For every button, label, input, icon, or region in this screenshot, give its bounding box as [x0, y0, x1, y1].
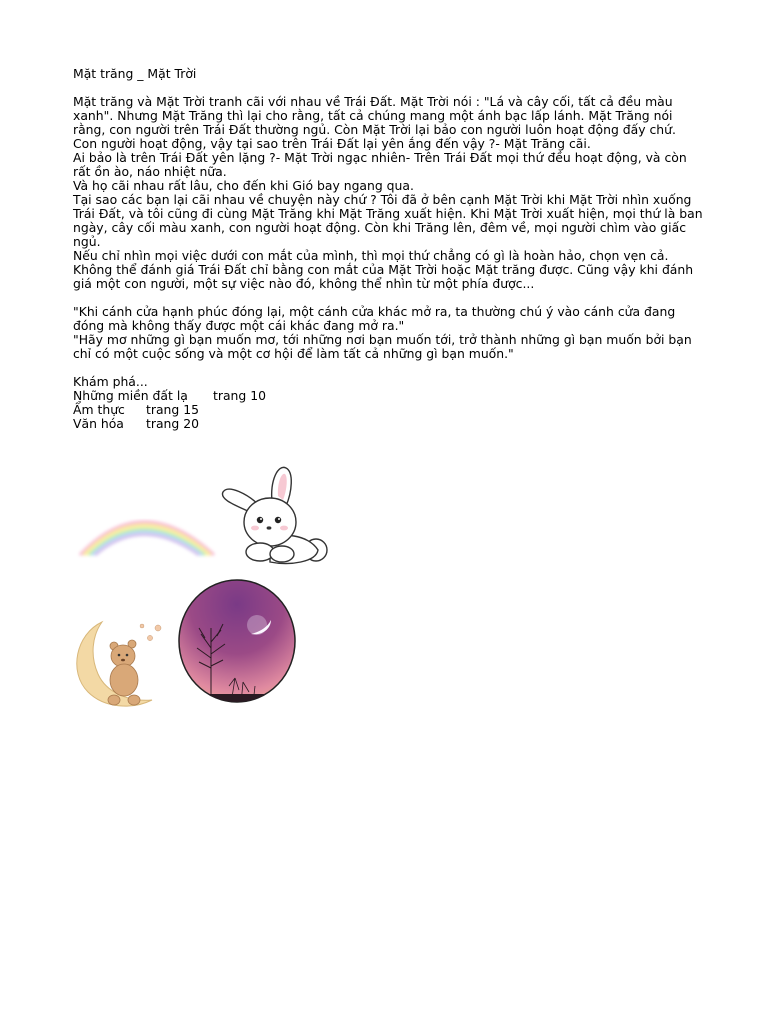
toc-item: [73, 389, 703, 403]
story-paragraph: Ai bảo là trên Trái Đất yên lặng ?- Mặt Trời ngạc nhiên- Trên Trái Đất mọi thứ đều hoạt động, và còn rất ồn ào, náo nhiệt nữa.: [73, 150, 687, 179]
document-title: Mặt trăng _ Mặt Trời: [73, 66, 197, 81]
toc-item-page: trang 20: [146, 416, 199, 431]
toc-item-page: trang 15: [146, 402, 199, 417]
spacer: [73, 291, 703, 305]
toc-item: [73, 403, 703, 417]
rainbow-image: [76, 495, 218, 565]
night-sky-moon-image: [177, 578, 297, 704]
story-paragraph: Tại sao các bạn lại cãi nhau về chuyện này chứ ? Tôi đã ở bên cạnh Mặt Trời khi Mặt Trời nhìn xuống Trái Đất, và tôi cũng đi cùng Mặt Trăng khi Mặt Trăng xuất hiện. Khi Mặt Trời xuất hiện, mọi thứ là ban ngày, cây cối màu xanh, con người hoạt động. Còn khi Trăng lên, đêm về, mọi người chìm vào giấc ngủ.: [73, 192, 703, 249]
explore-heading: Khám phá...: [73, 374, 148, 389]
bunny-image: [220, 462, 332, 568]
story-paragraph: Và họ cãi nhau rất lâu, cho đến khi Gió bay ngang qua.: [73, 178, 414, 193]
moon-bear-image: [70, 620, 170, 710]
spacer: [73, 361, 703, 375]
story-paragraph: Nếu chỉ nhìn mọi việc dưới con mắt của mình, thì mọi thứ chẳng có gì là hoàn hảo, chọn vẹn cả. Không thể đánh giá Trái Đất chỉ bằng con mắt của Mặt Trời hoặc Mặt trăng được. Cũng vậy khi đánh giá một con người, một sự việc nào đó, không thể nhìn từ một phía được...: [73, 248, 694, 291]
toc-item-name: Những miền đất lạ: [73, 388, 188, 403]
toc-item: [73, 417, 703, 431]
toc-item-name: Văn hóa: [73, 416, 124, 431]
story-paragraph: Con người hoạt động, vậy tại sao trên Trái Đất lại yên ắng đến vậy ?- Mặt Trăng cãi.: [73, 136, 591, 151]
spacer: [73, 81, 703, 95]
story-paragraph: Mặt trăng và Mặt Trời tranh cãi với nhau về Trái Đất. Mặt Trời nói : "Lá và cây cối, tất cả đều màu xanh". Nhưng Mặt Trăng thì lại cho rằng, tất cả chúng mang một ánh bạc lấp lánh. Mặt Trăng nói rằng, con người trên Trái Đất thường ngủ. Còn Mặt Trời lại bảo con người luôn hoạt động đấy chứ.: [73, 94, 676, 137]
quote: "Hãy mơ những gì bạn muốn mơ, tới những nơi bạn muốn tới, trở thành những gì bạn muốn bởi bạn chỉ có một cuộc sống và một cơ hội để làm tất cả những gì bạn muốn.": [73, 332, 692, 361]
toc-item-name: Ẩm thực: [73, 402, 125, 417]
document-body: [73, 67, 703, 431]
toc-item-page: trang 10: [213, 388, 266, 403]
quote: "Khi cánh cửa hạnh phúc đóng lại, một cánh cửa khác mở ra, ta thường chú ý vào cánh cửa đang đóng mà không thấy được một cái khác đang mở ra.": [73, 304, 676, 333]
